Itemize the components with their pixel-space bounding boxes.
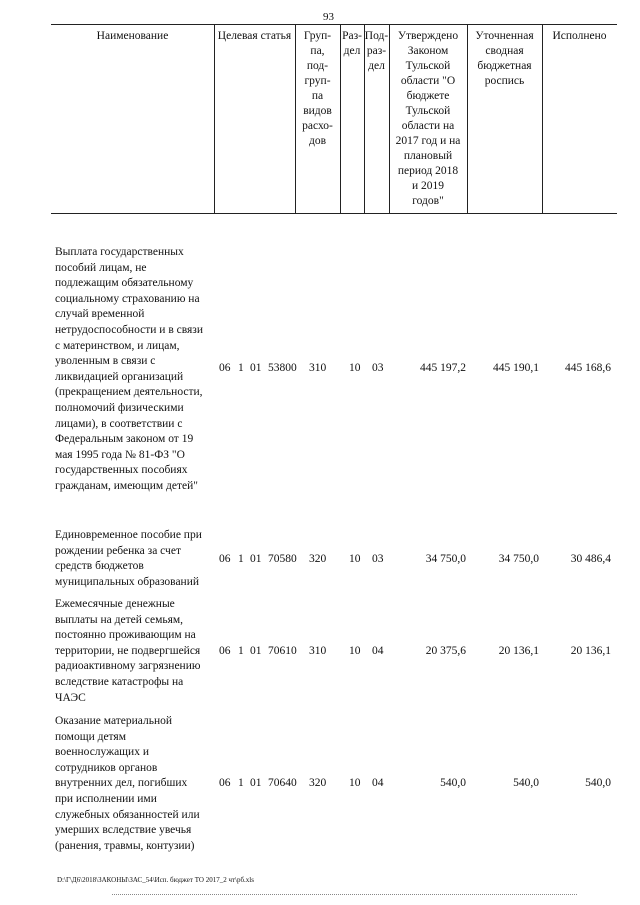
header-subsection: Под- раз- дел	[364, 30, 389, 72]
group-value: 320	[309, 553, 327, 565]
code-direction: 70580	[268, 553, 297, 565]
executed-value: 30 486,4	[570, 553, 611, 565]
column-divider	[542, 25, 543, 213]
table-row	[0, 714, 640, 856]
section-value: 10	[349, 645, 361, 657]
subsection-value: 04	[372, 645, 384, 657]
file-path-footer: D:\Г\Д6\2018\ЗАКОНЫ\ЗАС_54\Исп. бюджет ТО 2017_2 чт\рб.xls	[57, 876, 254, 884]
header-revised: Уточненная сводная бюджетная роспись	[475, 30, 534, 87]
page-number: 93	[323, 11, 334, 23]
approved-value: 445 197,2	[420, 362, 466, 374]
subsection-value: 03	[372, 362, 384, 374]
executed-value: 540,0	[585, 777, 611, 789]
code-direction: 70640	[268, 777, 297, 789]
subsection-value: 04	[372, 777, 384, 789]
revised-value: 34 750,0	[498, 553, 539, 565]
section-value: 10	[349, 362, 361, 374]
code-subprogram: 1	[238, 553, 244, 565]
code-program: 06	[219, 553, 231, 565]
header-section: Раз- дел	[342, 30, 362, 57]
code-subprogram: 1	[238, 777, 244, 789]
row-name: Ежемесячные денежные выплаты на детей семьям, постоянно проживающим на территории, не подвергшейся радиоактивному загрязнению вследствие катастрофы на ЧАЭС	[55, 598, 201, 704]
code-direction: 53800	[268, 362, 297, 374]
approved-value: 34 750,0	[425, 553, 466, 565]
table-row	[0, 528, 640, 590]
table-row	[0, 245, 640, 495]
revised-value: 20 136,1	[498, 645, 539, 657]
footer-rule	[112, 894, 577, 895]
executed-value: 445 168,6	[565, 362, 611, 374]
revised-value: 445 190,1	[493, 362, 539, 374]
code-event: 01	[250, 362, 262, 374]
section-value: 10	[349, 777, 361, 789]
header-approved: Утверждено Законом Тульской области "О бюджете Тульской области на 2017 год и на плановый период 2018 и 2019 годов"	[395, 30, 461, 207]
header-article: Целевая статья	[217, 30, 292, 42]
code-direction: 70610	[268, 645, 297, 657]
section-value: 10	[349, 553, 361, 565]
code-subprogram: 1	[238, 645, 244, 657]
row-name: Единовременное пособие при рождении ребенка за счет средств бюджетов муниципальных образований	[55, 529, 202, 588]
executed-value: 20 136,1	[570, 645, 611, 657]
code-program: 06	[219, 777, 231, 789]
code-program: 06	[219, 362, 231, 374]
group-value: 310	[309, 362, 327, 374]
row-name: Оказание материальной помощи детям военнослужащих и сотрудников органов внутренних дел, погибших при исполнении ими служебных обязанностей или умерших вследствие увечья (ранения, травмы, контузии)	[55, 715, 200, 852]
code-event: 01	[250, 645, 262, 657]
approved-value: 20 375,6	[425, 645, 466, 657]
group-value: 320	[309, 777, 327, 789]
approved-value: 540,0	[440, 777, 466, 789]
code-subprogram: 1	[238, 362, 244, 374]
table-header	[51, 24, 617, 214]
column-divider	[214, 25, 215, 213]
header-executed: Исполнено	[552, 30, 607, 42]
table-row	[0, 597, 640, 707]
header-name: Наименование	[96, 30, 169, 42]
row-name: Выплата государственных пособий лицам, не подлежащим обязательному социальному страхованию на случай временной нетрудоспособности и в связи с материнством, и лицам, уволенным в связи с ликвидацией организаций (прекращением деятельности, полномочий физическими лицами), в соответствии с Федеральным законом от 19 мая 1995 года № 81-ФЗ "О государственных пособиях гражданам, имеющим детей"	[55, 246, 203, 492]
subsection-value: 03	[372, 553, 384, 565]
code-event: 01	[250, 777, 262, 789]
revised-value: 540,0	[513, 777, 539, 789]
code-program: 06	[219, 645, 231, 657]
code-event: 01	[250, 553, 262, 565]
header-group: Груп- па, под- груп- па видов расхо- дов	[302, 30, 333, 147]
group-value: 310	[309, 645, 327, 657]
